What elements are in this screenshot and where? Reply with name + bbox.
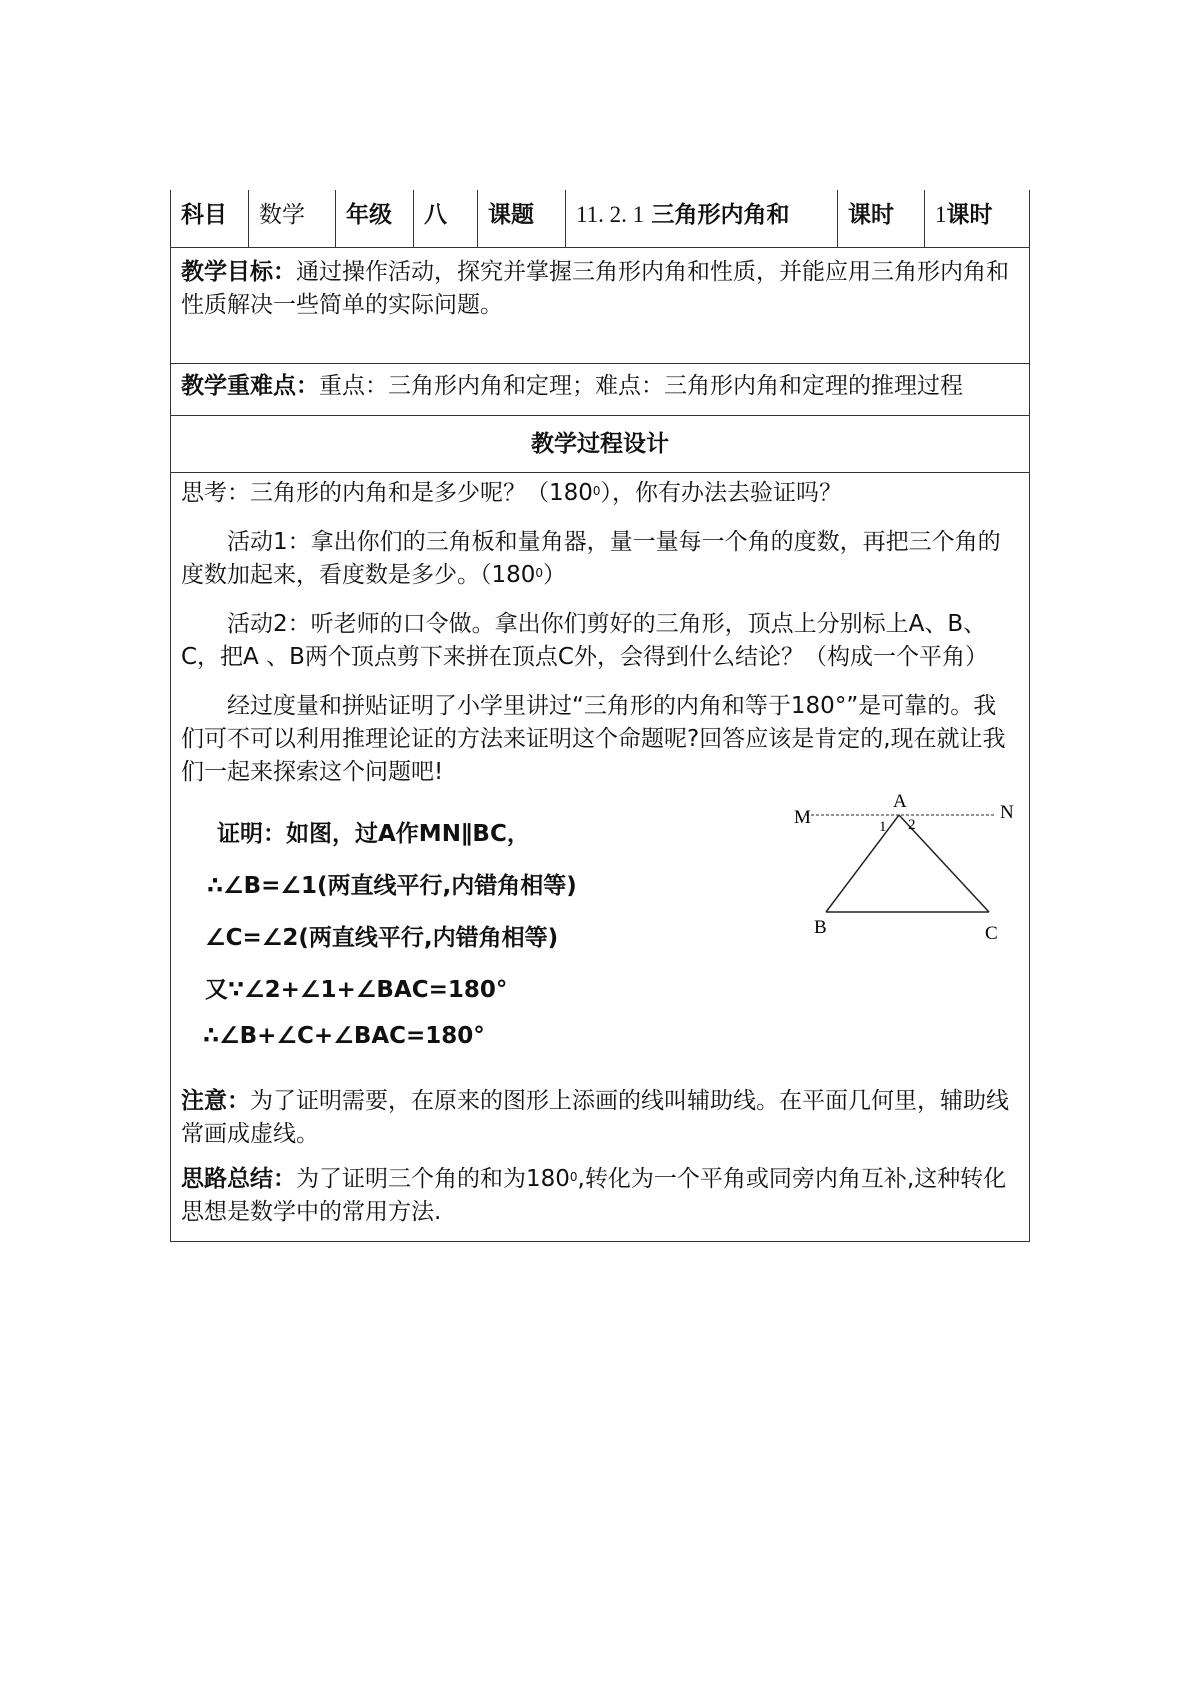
header-row xyxy=(171,190,1029,248)
key-points-label: 教学重难点： xyxy=(181,373,319,399)
label-c: C xyxy=(985,923,998,944)
label-b: B xyxy=(814,917,827,938)
think-question: 思考：三角形的内角和是多少呢？$(180^0)$，你有办法去验证吗？ xyxy=(181,480,843,506)
proof-line-1: 证明：如图，过A作MN∥BC， xyxy=(217,821,530,847)
note-text: 为了证明需要，在原来的图形上添画的线叫辅助线。在平面几何里，辅助线常画成虚线。 xyxy=(181,1088,1009,1147)
objectives-label: 教学目标： xyxy=(181,259,296,285)
proof-line-5: ∴∠B+∠C+∠BAC=180° xyxy=(203,1023,485,1049)
period-count: 1 xyxy=(935,202,947,227)
grade-label: 年级 xyxy=(336,190,414,247)
proof-section xyxy=(181,791,1019,1065)
transition-paragraph: 经过度量和拼贴证明了小学里讲过“三角形的内角和等于180°”是可靠的。我们可不可以利用推理论证的方法来证明这个命题呢?回答应该是肯定的,现在就让我们一起来探索这个问题吧! xyxy=(181,693,1006,785)
topic-label: 课题 xyxy=(478,190,566,247)
proof-line-2: ∴∠B=∠1(两直线平行,内错角相等) xyxy=(207,873,577,899)
activity-1: 活动1：拿出你们的三角板和量角器，量一量每一个角的度数，再把三个角的度数加起来，看度数是多少。$(180^0)$ xyxy=(181,529,1001,588)
key-points-text: 重点：三角形内角和定理；难点：三角形内角和定理的推理过程 xyxy=(319,373,963,399)
proof-line-3: ∠C=∠2(两直线平行,内错角相等) xyxy=(205,925,559,951)
label-n: N xyxy=(1000,802,1014,823)
subject-label: 科目 xyxy=(171,190,249,247)
note-paragraph xyxy=(181,1085,1019,1151)
summary-label: 思路总结： xyxy=(181,1166,296,1192)
label-a: A xyxy=(893,791,907,812)
lesson-plan-table xyxy=(170,190,1030,1242)
period-label: 课时 xyxy=(838,190,925,247)
angle-label-2: 2 xyxy=(908,817,916,833)
period-cell xyxy=(925,190,1029,247)
topic-cell xyxy=(566,190,838,247)
side-ab xyxy=(826,815,899,912)
triangle-figure xyxy=(791,787,1021,947)
proof-line-4: 又∵∠2+∠1+∠BAC=180° xyxy=(205,977,508,1003)
label-m: M xyxy=(794,807,811,828)
subject-value: 数学 xyxy=(249,190,336,247)
note-label: 注意： xyxy=(181,1088,250,1114)
objectives-row xyxy=(171,248,1029,364)
summary-paragraph: 思路总结：为了证明三个角的和为$180^0$,转化为一个平角或同旁内角互补,这种转化思想是数学中的常用方法. xyxy=(181,1166,1007,1225)
process-title: 教学过程设计 xyxy=(171,416,1029,473)
grade-value: 八 xyxy=(414,190,478,247)
objectives-text: 通过操作活动，探究并掌握三角形内角和性质，并能应用三角形内角和性质解决一些简单的实际问题。 xyxy=(181,259,1009,318)
activity-2: 活动2：听老师的口令做。拿出你们剪好的三角形，顶点上分别标上A、B、C，把A 、B两个顶点剪下来拼在顶点C外，会得到什么结论？（构成一个平角） xyxy=(181,611,988,670)
process-body xyxy=(171,473,1029,1241)
topic-number: 11. 2. 1 xyxy=(576,202,645,227)
period-unit: 课时 xyxy=(946,202,993,228)
angle-label-1: 1 xyxy=(879,819,887,835)
key-points-row xyxy=(171,364,1029,416)
topic-title: 三角形内角和 xyxy=(651,202,790,228)
